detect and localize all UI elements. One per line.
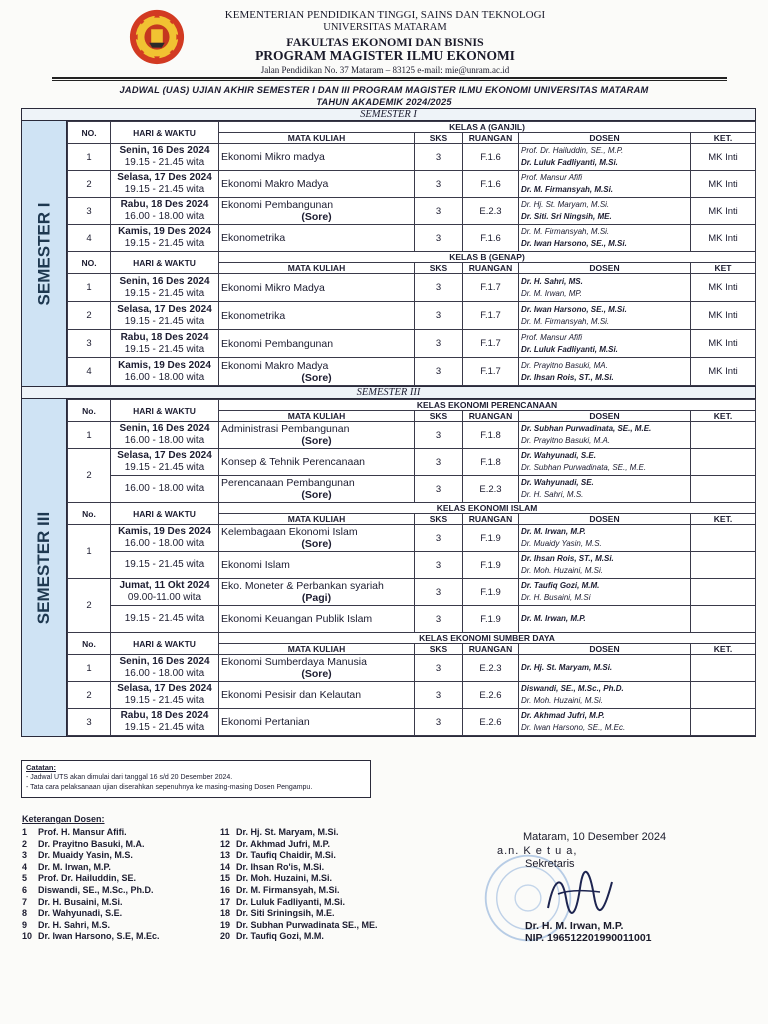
- semester-1-block: [22, 109, 755, 387]
- row-no: 2: [68, 579, 111, 633]
- col-ruangan: RUANGAN: [463, 263, 519, 274]
- document-title: JADWAL (UAS) UJIAN AKHIR SEMESTER I DAN III PROGRAM MAGISTER ILMU EKONOMI UNIVERSITAS MATARAM: [119, 85, 649, 95]
- row-ket: [691, 579, 756, 606]
- handwritten-signature: [540, 868, 620, 920]
- semester-3-table: [67, 399, 756, 736]
- lecturer-legend-item: 7 Dr. H. Busaini, M.Si.: [22, 896, 123, 907]
- row-room: E.2.6: [463, 709, 519, 736]
- row-sks: 3: [415, 682, 463, 709]
- row-ket: [691, 606, 756, 633]
- lecturer-legend-item: 9 Dr. H. Sahri, M.S.: [22, 919, 111, 930]
- row-room: F.1.6: [463, 144, 519, 171]
- row-no: 3: [68, 330, 111, 358]
- col-ruangan: RUANGAN: [463, 411, 519, 422]
- semester-3-block: [22, 387, 755, 736]
- semester-3-banner: SEMESTER III: [22, 387, 755, 399]
- row-no: 1: [68, 655, 111, 682]
- row-room: F.1.9: [463, 525, 519, 552]
- row-date-time: Selasa, 17 Des 2024 19.15 - 21.45 wita: [111, 302, 219, 330]
- row-lecturers: Dr. Subhan Purwadinata, SE., M.E. Dr. Prayitno Basuki, M.A.: [519, 422, 691, 449]
- letterhead-rule: [52, 77, 727, 79]
- notes-box: [21, 760, 371, 798]
- row-no: 3: [68, 709, 111, 736]
- row-lecturers: Dr. Prayitno Basuki, MA. Dr. Ihsan Rois, ST., M.Si.: [519, 358, 691, 386]
- row-ket: MK Inti: [691, 302, 756, 330]
- row-date-time: Kamis, 19 Des 2024 16.00 - 18.00 wita: [111, 525, 219, 552]
- row-lecturers: Dr. M. Firmansyah, M.Si. Dr. Iwan Harsono, SE., M.Si.: [519, 225, 691, 252]
- row-no: 2: [68, 171, 111, 198]
- lecturer-legend-item: 3 Dr. Muaidy Yasin, M.S.: [22, 850, 133, 861]
- row-room: F.1.6: [463, 225, 519, 252]
- row-ket: [691, 709, 756, 736]
- table-row: [68, 171, 756, 198]
- row-ket: [691, 422, 756, 449]
- row-lecturers: Dr. Hj. St. Maryam, M.Si.: [519, 655, 691, 682]
- table-row: [68, 476, 756, 503]
- table-row: [68, 449, 756, 476]
- notes-line-2: - Tata cara pelaksanaan ujian diserahkan sepenuhnya ke masing-masing Dosen Pengampu.: [26, 784, 313, 791]
- row-room: E.2.3: [463, 198, 519, 225]
- table-row: [68, 302, 756, 330]
- col-sks: SKS: [415, 411, 463, 422]
- row-no: 2: [68, 449, 111, 503]
- faculty-name: FAKULTAS EKONOMI DAN BISNIS: [286, 35, 484, 49]
- table-row: [68, 422, 756, 449]
- row-course: Ekonomi Mikro madya: [219, 144, 415, 171]
- row-course: Ekonometrika: [219, 225, 415, 252]
- row-sks: 3: [415, 579, 463, 606]
- row-sks: 3: [415, 358, 463, 386]
- row-date-time: Senin, 16 Des 2024 19.15 - 21.45 wita: [111, 144, 219, 171]
- table-row: [68, 579, 756, 606]
- row-sks: 3: [415, 422, 463, 449]
- row-course: Ekonomi Keuangan Publik Islam: [219, 606, 415, 633]
- academic-year: TAHUN AKADEMIK 2024/2025: [316, 97, 452, 107]
- row-course: Kelembagaan Ekonomi Islam (Sore): [219, 525, 415, 552]
- row-course: Ekonomi Pembangunan: [219, 330, 415, 358]
- col-dosen: DOSEN: [519, 644, 691, 655]
- signature-role: Sekretaris: [525, 858, 575, 870]
- table-row: [68, 552, 756, 579]
- col-no: No.: [68, 633, 111, 655]
- row-sks: 3: [415, 171, 463, 198]
- row-lecturers: Dr. H. Sahri, MS. Dr. M. Irwan, MP.: [519, 274, 691, 302]
- table-row: [68, 330, 756, 358]
- row-course: Ekonomi Sumberdaya Manusia (Sore): [219, 655, 415, 682]
- row-lecturers: Dr. M. Irwan, M.P. Dr. Muaidy Yasin, M.S.: [519, 525, 691, 552]
- table-row: [68, 274, 756, 302]
- row-date-time: 19.15 - 21.45 wita: [111, 606, 219, 633]
- col-mk: MATA KULIAH: [219, 263, 415, 274]
- row-room: F.1.9: [463, 606, 519, 633]
- col-ket: KET: [691, 263, 756, 274]
- table-row: [68, 525, 756, 552]
- row-ket: [691, 655, 756, 682]
- kelas-a-title: KELAS A (GANJIL): [219, 122, 756, 133]
- row-sks: 3: [415, 525, 463, 552]
- col-no: NO.: [68, 122, 111, 144]
- lecturer-legend-item: 13 Dr. Taufiq Chaidir, M.Si.: [220, 850, 336, 861]
- row-ket: MK Inti: [691, 144, 756, 171]
- row-lecturers: Dr. Taufiq Gozi, M.M. Dr. H. Busaini, M.Si: [519, 579, 691, 606]
- semester-1-banner: SEMESTER I: [22, 109, 755, 121]
- row-date-time: 19.15 - 21.45 wita: [111, 552, 219, 579]
- table-row: [68, 606, 756, 633]
- table-row: [68, 144, 756, 171]
- row-lecturers: Diswandi, SE., M.Sc., Ph.D. Dr. Moh. Huzaini, M.Si.: [519, 682, 691, 709]
- row-course: Ekonomi Pesisir dan Kelautan: [219, 682, 415, 709]
- ministry-name: KEMENTERIAN PENDIDIKAN TINGGI, SAINS DAN TEKNOLOGI: [224, 9, 546, 21]
- col-sks: SKS: [415, 514, 463, 525]
- lecturer-legend-item: 2 Dr. Prayitno Basuki, M.A.: [22, 838, 145, 849]
- letterhead-rule-thin: [52, 80, 727, 81]
- col-mk: MATA KULIAH: [219, 133, 415, 144]
- semester-1-side-label: SEMESTER I: [22, 121, 67, 386]
- row-ket: [691, 476, 756, 503]
- row-course: Ekonomi Makro Madya: [219, 171, 415, 198]
- col-sks: SKS: [415, 133, 463, 144]
- row-room: F.1.7: [463, 302, 519, 330]
- signatory-name: Dr. H. M. Irwan, M.P.: [525, 920, 624, 932]
- signatory-nip: NIP. 196512201990011001: [525, 932, 652, 944]
- row-course: Administrasi Pembangunan (Sore): [219, 422, 415, 449]
- row-sks: 3: [415, 709, 463, 736]
- col-ket: KET.: [691, 411, 756, 422]
- row-lecturers: Prof. Mansur Afifi Dr. Luluk Fadliyanti, M.Si.: [519, 330, 691, 358]
- row-room: F.1.8: [463, 449, 519, 476]
- col-hari: HARI & WAKTU: [111, 503, 219, 525]
- col-no: NO.: [68, 252, 111, 274]
- row-course: Ekonomi Mikro Madya: [219, 274, 415, 302]
- row-date-time: Senin, 16 Des 2024 19.15 - 21.45 wita: [111, 274, 219, 302]
- col-mk: MATA KULIAH: [219, 644, 415, 655]
- col-ket: KET.: [691, 133, 756, 144]
- col-ket: KET.: [691, 644, 756, 655]
- row-date-time: 16.00 - 18.00 wita: [111, 476, 219, 503]
- col-dosen: DOSEN: [519, 263, 691, 274]
- col-sks: SKS: [415, 644, 463, 655]
- lecturer-legend-item: 4 Dr. M. Irwan, M.P.: [22, 861, 111, 872]
- row-ket: MK Inti: [691, 330, 756, 358]
- row-no: 1: [68, 144, 111, 171]
- table-row: [68, 225, 756, 252]
- col-dosen: DOSEN: [519, 133, 691, 144]
- table-row: [68, 655, 756, 682]
- col-hari: HARI & WAKTU: [111, 122, 219, 144]
- row-lecturers: Dr. Akhmad Jufri, M.P. Dr. Iwan Harsono, SE., M.Ec.: [519, 709, 691, 736]
- row-ket: [691, 525, 756, 552]
- row-date-time: Kamis, 19 Des 2024 16.00 - 18.00 wita: [111, 358, 219, 386]
- table-row: [68, 709, 756, 736]
- col-sks: SKS: [415, 263, 463, 274]
- row-room: F.1.9: [463, 579, 519, 606]
- lecturer-legend-item: 12 Dr. Akhmad Jufri, M.P.: [220, 838, 331, 849]
- row-ket: [691, 449, 756, 476]
- row-sks: 3: [415, 144, 463, 171]
- col-ruangan: RUANGAN: [463, 514, 519, 525]
- col-hari: HARI & WAKTU: [111, 633, 219, 655]
- row-lecturers: Dr. Wahyunadi, S.E. Dr. Subhan Purwadinata, SE., M.E.: [519, 449, 691, 476]
- row-sks: 3: [415, 225, 463, 252]
- row-date-time: Selasa, 17 Des 2024 19.15 - 21.45 wita: [111, 682, 219, 709]
- row-course: Ekonomi Islam: [219, 552, 415, 579]
- schedule-frame: [21, 108, 756, 737]
- row-ket: MK Inti: [691, 171, 756, 198]
- row-date-time: Senin, 16 Des 2024 16.00 - 18.00 wita: [111, 655, 219, 682]
- row-date-time: Rabu, 18 Des 2024 19.15 - 21.45 wita: [111, 709, 219, 736]
- row-no: 3: [68, 198, 111, 225]
- row-date-time: Rabu, 18 Des 2024 19.15 - 21.45 wita: [111, 330, 219, 358]
- row-sks: 3: [415, 198, 463, 225]
- kelas-sumber-daya-title: KELAS EKONOMI SUMBER DAYA: [219, 633, 756, 644]
- row-sks: 3: [415, 552, 463, 579]
- table-row: [68, 358, 756, 386]
- row-no: 1: [68, 422, 111, 449]
- row-no: 2: [68, 302, 111, 330]
- signature-on-behalf: a.n. K e t u a,: [497, 845, 578, 857]
- col-no: No.: [68, 503, 111, 525]
- kelas-islam-title: KELAS EKONOMI ISLAM: [219, 503, 756, 514]
- row-ket: MK Inti: [691, 225, 756, 252]
- row-course: Eko. Moneter & Perbankan syariah (Pagi): [219, 579, 415, 606]
- row-sks: 3: [415, 655, 463, 682]
- kelas-perencanaan-title: KELAS EKONOMI PERENCANAAN: [219, 400, 756, 411]
- semester-3-side-label: SEMESTER III: [22, 399, 67, 736]
- lecturer-legend-item: 14 Dr. Ihsan Ro'is, M.Si.: [220, 861, 325, 872]
- row-room: F.1.7: [463, 330, 519, 358]
- lecturer-legend-heading: Keterangan Dosen:: [22, 814, 105, 824]
- col-no: No.: [68, 400, 111, 422]
- row-ket: MK Inti: [691, 274, 756, 302]
- row-course: Perencanaan Pembangunan (Sore): [219, 476, 415, 503]
- row-room: E.2.6: [463, 682, 519, 709]
- address-line: Jalan Pendidikan No. 37 Mataram – 83125 e-mail: mie@unram.ac.id: [260, 65, 510, 75]
- row-no: 1: [68, 274, 111, 302]
- kelas-b-title: KELAS B (GENAP): [219, 252, 756, 263]
- lecturer-legend-item: 16 Dr. M. Firmansyah, M.Si.: [220, 884, 340, 895]
- lecturer-legend-col-2: [220, 827, 378, 943]
- row-lecturers: Dr. Ihsan Rois, ST., M.Si. Dr. Moh. Huzaini, M.Si.: [519, 552, 691, 579]
- row-room: E.2.3: [463, 476, 519, 503]
- notes-line-1: - Jadwal UTS akan dimulai dari tanggal 16 s/d 20 Desember 2024.: [26, 774, 233, 781]
- notes-heading: Catatan:: [26, 763, 57, 772]
- col-hari: HARI & WAKTU: [111, 252, 219, 274]
- row-room: F.1.9: [463, 552, 519, 579]
- col-ket: KET.: [691, 514, 756, 525]
- col-ruangan: RUANGAN: [463, 644, 519, 655]
- row-ket: [691, 682, 756, 709]
- col-dosen: DOSEN: [519, 514, 691, 525]
- row-course: Ekonomi Makro Madya (Sore): [219, 358, 415, 386]
- lecturer-legend-item: 19 Dr. Subhan Purwadinata SE., ME.: [220, 919, 378, 930]
- row-date-time: Selasa, 17 Des 2024 19.15 - 21.45 wita: [111, 449, 219, 476]
- row-lecturers: Dr. Hj. St. Maryam, M.Si. Dr. Siti. Sri Ningsih, ME.: [519, 198, 691, 225]
- university-logo: [128, 8, 186, 66]
- lecturer-legend-item: 20 Dr. Taufiq Gozi, M.M.: [220, 931, 324, 942]
- lecturer-legend-item: 11 Dr. Hj. St. Maryam, M.Si.: [220, 827, 339, 837]
- lecturer-legend-item: 8 Dr. Wahyunadi, S.E.: [22, 908, 123, 919]
- row-date-time: Kamis, 19 Des 2024 19.15 - 21.45 wita: [111, 225, 219, 252]
- row-ket: MK Inti: [691, 198, 756, 225]
- signature-place-date: Mataram, 10 Desember 2024: [523, 831, 667, 843]
- lecturer-legend-item: 15 Dr. Moh. Huzaini, M.Si.: [220, 873, 333, 884]
- row-sks: 3: [415, 302, 463, 330]
- col-ruangan: RUANGAN: [463, 133, 519, 144]
- row-room: E.2.3: [463, 655, 519, 682]
- table-row: [68, 198, 756, 225]
- row-course: Konsep & Tehnik Perencanaan: [219, 449, 415, 476]
- row-room: F.1.7: [463, 274, 519, 302]
- row-sks: 3: [415, 476, 463, 503]
- col-mk: MATA KULIAH: [219, 514, 415, 525]
- row-no: 1: [68, 525, 111, 579]
- row-date-time: Senin, 16 Des 2024 16.00 - 18.00 wita: [111, 422, 219, 449]
- row-date-time: Selasa, 17 Des 2024 19.15 - 21.45 wita: [111, 171, 219, 198]
- lecturer-legend-item: 18 Dr. Siti Sriningsih, M.E.: [220, 908, 335, 919]
- lecturer-legend-item: 5 Prof. Dr. Hailuddin, SE.: [22, 873, 137, 884]
- lecturer-legend-item: 1 Prof. H. Mansur Afifi.: [22, 827, 127, 837]
- row-sks: 3: [415, 274, 463, 302]
- lecturer-legend-item: 10 Dr. Iwan Harsono, S.E, M.Ec.: [22, 931, 160, 942]
- row-lecturers: Dr. Wahyunadi, SE. Dr. H. Sahri, M.S.: [519, 476, 691, 503]
- lecturer-legend-item: 6 Diswandi, SE., M.Sc., Ph.D.: [22, 884, 154, 895]
- row-no: 2: [68, 682, 111, 709]
- row-lecturers: Prof. Mansur Afifi Dr. M. Firmansyah, M.Si.: [519, 171, 691, 198]
- table-row: [68, 682, 756, 709]
- col-hari: HARI & WAKTU: [111, 400, 219, 422]
- row-no: 4: [68, 358, 111, 386]
- row-sks: 3: [415, 330, 463, 358]
- row-lecturers: Prof. Dr. Hailuddin, SE., M.P. Dr. Luluk Fadliyanti, M.Si.: [519, 144, 691, 171]
- row-date-time: Jumat, 11 Okt 2024 09.00-11.00 wita: [111, 579, 219, 606]
- col-mk: MATA KULIAH: [219, 411, 415, 422]
- university-name: UNIVERSITAS MATARAM: [323, 22, 447, 33]
- col-dosen: DOSEN: [519, 411, 691, 422]
- program-name: PROGRAM MAGISTER ILMU EKONOMI: [255, 48, 515, 63]
- row-date-time: Rabu, 18 Des 2024 16.00 - 18.00 wita: [111, 198, 219, 225]
- lecturer-legend-item: 17 Dr. Luluk Fadliyanti, M.Si.: [220, 896, 346, 907]
- row-room: F.1.6: [463, 171, 519, 198]
- row-course: Ekonomi Pertanian: [219, 709, 415, 736]
- row-room: F.1.7: [463, 358, 519, 386]
- row-sks: 3: [415, 606, 463, 633]
- row-sks: 3: [415, 449, 463, 476]
- row-course: Ekonometrika: [219, 302, 415, 330]
- row-ket: [691, 552, 756, 579]
- row-ket: MK Inti: [691, 358, 756, 386]
- kelas-a-table: [67, 121, 756, 386]
- row-room: F.1.8: [463, 422, 519, 449]
- lecturer-legend-col-1: [22, 827, 160, 943]
- row-course: Ekonomi Pembangunan (Sore): [219, 198, 415, 225]
- row-lecturers: Dr. M. Irwan, M.P.: [519, 606, 691, 633]
- row-no: 4: [68, 225, 111, 252]
- row-lecturers: Dr. Iwan Harsono, SE., M.Si. Dr. M. Firmansyah, M.Si.: [519, 302, 691, 330]
